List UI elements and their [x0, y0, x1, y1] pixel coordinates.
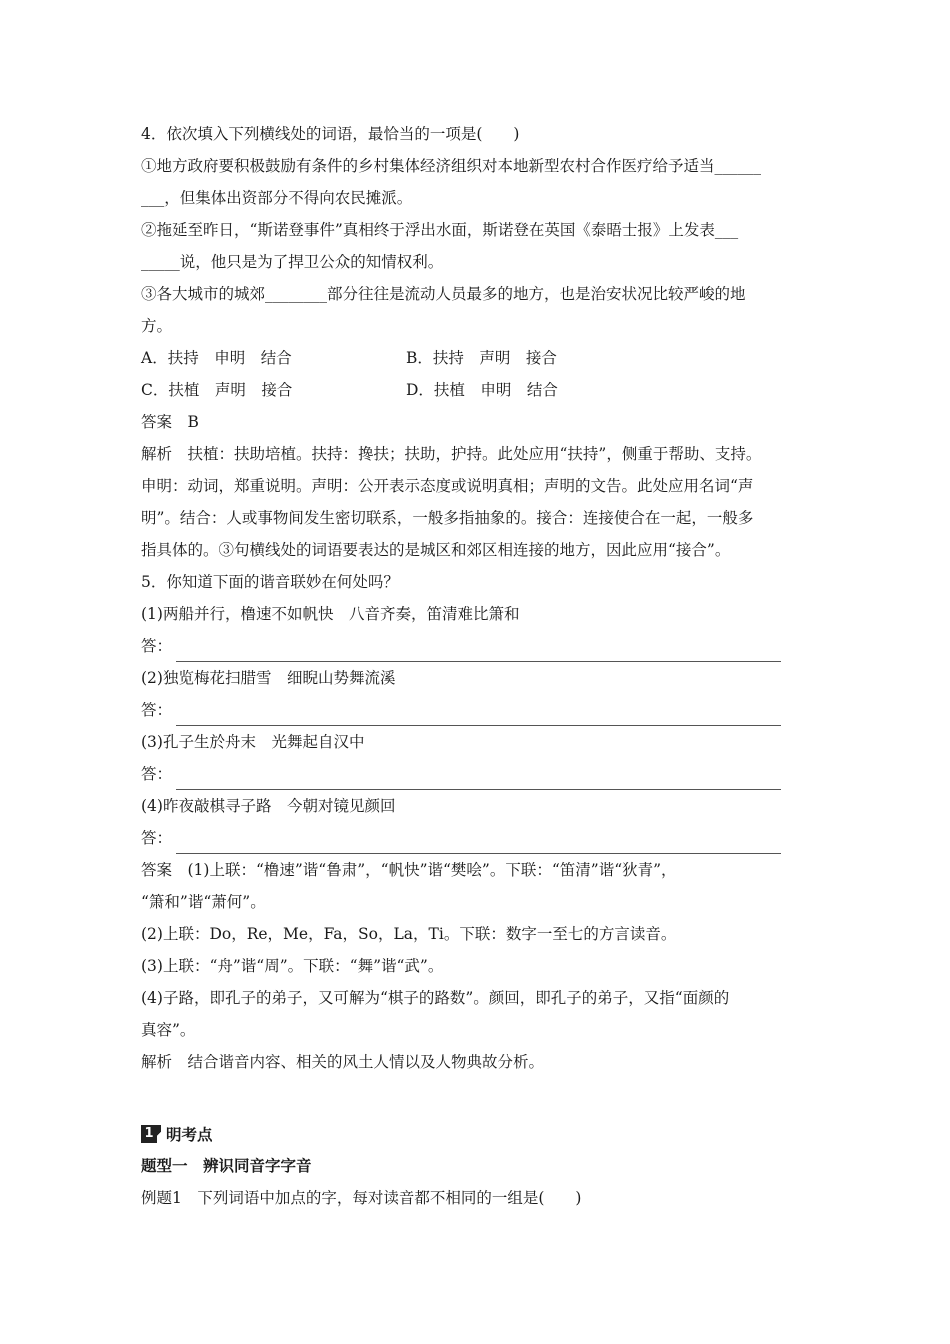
q5-answer-4a: (4)子路，即孔子的弟子，又可解为“棋子的路数”。颜回，即孔子的弟子，又指“面颜的 — [141, 989, 730, 1007]
q4-sentence-3a: ③各大城市的城郊________部分往往是流动人员最多的地方，也是治安状况比较严峻的地 — [141, 285, 746, 303]
q5-answer-line-3[interactable] — [141, 758, 831, 790]
question-type-title: 题型一 辨识同音字字音 — [141, 1157, 312, 1175]
q5-answer-line-1[interactable] — [141, 630, 831, 662]
q4-options-row-2 — [141, 374, 831, 406]
q5-pair-2: (2)独览梅花扫腊雪 细睨山势舞流溪 — [141, 669, 396, 687]
section-heading — [141, 1118, 831, 1150]
option-c: C．扶植 声明 接合 — [141, 381, 293, 399]
q5-pair-1: (1)两船并行，橹速不如帆快 八音齐奏，笛清难比箫和 — [141, 605, 520, 623]
answer-blank[interactable] — [176, 833, 781, 854]
spacer — [141, 1078, 831, 1118]
option-d: D．扶植 申明 结合 — [406, 381, 558, 399]
q4-sentence-3b: 方。 — [141, 317, 173, 335]
q4-options-row-1 — [141, 342, 831, 374]
q5-answer-4b: 真容”。 — [141, 1021, 196, 1039]
q4-explanation-1: 解析 扶植：扶助培植。扶持：搀扶；扶助，护持。此处应用“扶持”，侧重于帮助、支持。 — [141, 445, 762, 463]
answer-label: 答： — [141, 829, 173, 847]
option-b: B．扶持 声明 接合 — [406, 349, 557, 367]
q4-stem: 4．依次填入下列横线处的词语，最恰当的一项是( ) — [141, 125, 520, 143]
answer-blank[interactable] — [176, 705, 781, 726]
answer-label: 答： — [141, 637, 173, 655]
q5-pair-3: (3)孔子生於舟末 光舞起自汉中 — [141, 733, 365, 751]
answer-label: 答： — [141, 765, 173, 783]
q4-explanation-2: 申明：动词，郑重说明。声明：公开表示态度或说明真相；声明的文告。此处应用名词“声 — [141, 477, 754, 495]
q5-answer-line-2[interactable] — [141, 694, 831, 726]
example-question: 例题1 下列词语中加点的字，每对读音都不相同的一组是( ) — [141, 1189, 582, 1207]
q4-sentence-2b: _____说，他只是为了捍卫公众的知情权利。 — [141, 253, 444, 271]
q4-sentence-2a: ②拖延至昨日，“斯诺登事件”真相终于浮出水面，斯诺登在英国《泰晤士报》上发表___ — [141, 221, 739, 239]
q4-answer: 答案 B — [141, 413, 199, 431]
document-page — [141, 118, 831, 1214]
q5-answer-1a: 答案 (1)上联：“橹速”谐“鲁肃”，“帆快”谐“樊哙”。下联：“笛清”谐“狄青”， — [141, 861, 677, 879]
section-number-badge: 1 — [141, 1125, 157, 1143]
q4-explanation-3: 明”。结合：人或事物间发生密切联系，一般多指抽象的。接合：连接使合在一起，一般多 — [141, 509, 754, 527]
q5-answer-line-4[interactable] — [141, 822, 831, 854]
q5-answer-1b: “箫和”谐“萧何”。 — [141, 893, 266, 911]
q4-sentence-1a: ①地方政府要积极鼓励有条件的乡村集体经济组织对本地新型农村合作医疗给予适当______ — [141, 157, 762, 175]
q4-explanation-4: 指具体的。③句横线处的词语要表达的是城区和郊区相连接的地方，因此应用“接合”。 — [141, 541, 731, 559]
option-a: A．扶持 申明 结合 — [141, 349, 292, 367]
q4-sentence-1b: ___，但集体出资部分不得向农民摊派。 — [141, 189, 413, 207]
answer-label: 答： — [141, 701, 173, 719]
answer-blank[interactable] — [176, 769, 781, 790]
answer-blank[interactable] — [176, 641, 781, 662]
section-title: 明考点 — [166, 1126, 213, 1144]
q5-stem: 5．你知道下面的谐音联妙在何处吗？ — [141, 573, 399, 591]
q5-answer-3: (3)上联：“舟”谐“周”。下联：“舞”谐“武”。 — [141, 957, 444, 975]
q5-pair-4: (4)昨夜敲棋寻子路 今朝对镜见颜回 — [141, 797, 396, 815]
q5-answer-2: (2)上联：Do，Re，Me，Fa，So，La，Ti。下联：数字一至七的方言读音。 — [141, 925, 677, 943]
q5-analysis: 解析 结合谐音内容、相关的风土人情以及人物典故分析。 — [141, 1053, 545, 1071]
